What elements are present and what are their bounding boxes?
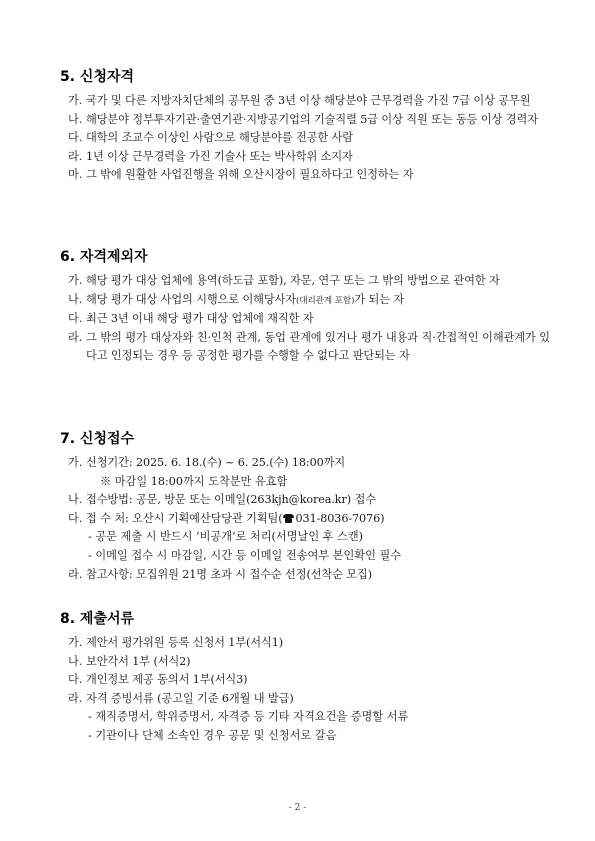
section-title: 8. 제출서류	[60, 611, 135, 627]
list-item: 가. 국가 및 다른 지방자치단체의 공무원 중 3년 이상 해당분야 근무경력을 가진 7급 이상 공무원	[68, 94, 531, 107]
section-title: 6. 자격제외자	[60, 249, 148, 265]
list-item: 라. 그 밖의 평가 대상자와 친·인척 관계, 동업 관계에 있거나 평가 내용과 직·간접적인 이해관계가 있다고 인정되는 경우 등 공정한 평가를 수행할 수 없다고 판단되는 자	[68, 330, 550, 363]
list-item: 가. 신청기간: 2025. 6. 18.(수) ~ 6. 25.(수) 18:00까지	[68, 456, 346, 469]
list-item: 라. 자격 증빙서류 (공고일 기준 6개월 내 발급)	[68, 691, 294, 705]
list-item: 가. 제안서 평가위원 등록 신청서 1부(서식1)	[68, 636, 283, 649]
list-item: 가. 해당 평가 대상 업체에 용역(하도급 포함), 자문, 연구 또는 그 밖의 방법으로 관여한 자	[68, 274, 500, 287]
list-item: 나. 해당 평가 대상 사업의 시행으로 이해당사자(대리관계 포함)가 되는 자	[68, 292, 405, 306]
list-item: 라. 1년 이상 근무경력을 가진 기술사 또는 박사학위 소지자	[68, 149, 353, 163]
section-documents	[60, 610, 550, 746]
list-item: 나. 보안각서 1부 (서식2)	[68, 654, 191, 668]
list-item: 다. 접 수 처: 오산시 기획예산담당관 기획팀( 031-8036-7076)	[68, 511, 385, 525]
list-item: 마. 그 밖에 원활한 사업진행을 위해 오산시장이 필요하다고 인정하는 자	[68, 168, 414, 182]
list-item: 라. 참고사항: 모집위원 21명 초과 시 접수순 선정(선착순 모집)	[68, 567, 372, 581]
list-item: 다. 개인정보 제공 동의서 1부(서식3)	[68, 673, 248, 687]
page-number: - 2 -	[288, 803, 307, 813]
sub-item: - 이메일 접수 시 마감일, 시간 등 이메일 전송여부 본인확인 필수	[88, 548, 402, 562]
sub-item: - 공문 제출 시 반드시 ‘비공개’로 처리(서명날인 후 스캔)	[88, 530, 364, 544]
section-exclusions	[60, 248, 550, 366]
section-application	[60, 430, 550, 584]
section-eligibility	[60, 68, 550, 185]
deadline-note: ※ 마감일 18:00까지 도착분만 유효함	[100, 474, 288, 488]
list-item: 나. 해당분야 정부투자기관·출연기관·지방공기업의 기술직렬 5급 이상 직원 또는 동등 이상 경력자	[68, 112, 538, 126]
section-title: 5. 신청자격	[60, 69, 135, 85]
section-title: 7. 신청접수	[60, 431, 135, 447]
sub-item: - 재직증명서, 학위증명서, 자격증 등 기타 자격요건을 증명할 서류	[88, 710, 409, 724]
phone-icon	[283, 514, 294, 523]
list-item: 다. 대학의 조교수 이상인 사람으로 해당분야를 전공한 사람	[68, 131, 354, 145]
list-item: 다. 최근 3년 이내 해당 평가 대상 업체에 재직한 자	[68, 312, 314, 326]
list-item: 나. 접수방법: 공문, 방문 또는 이메일(263kjh@korea.kr) 접수	[68, 493, 376, 507]
sub-item: - 기관이나 단체 소속인 경우 공문 및 신청서로 갈음	[88, 728, 337, 742]
